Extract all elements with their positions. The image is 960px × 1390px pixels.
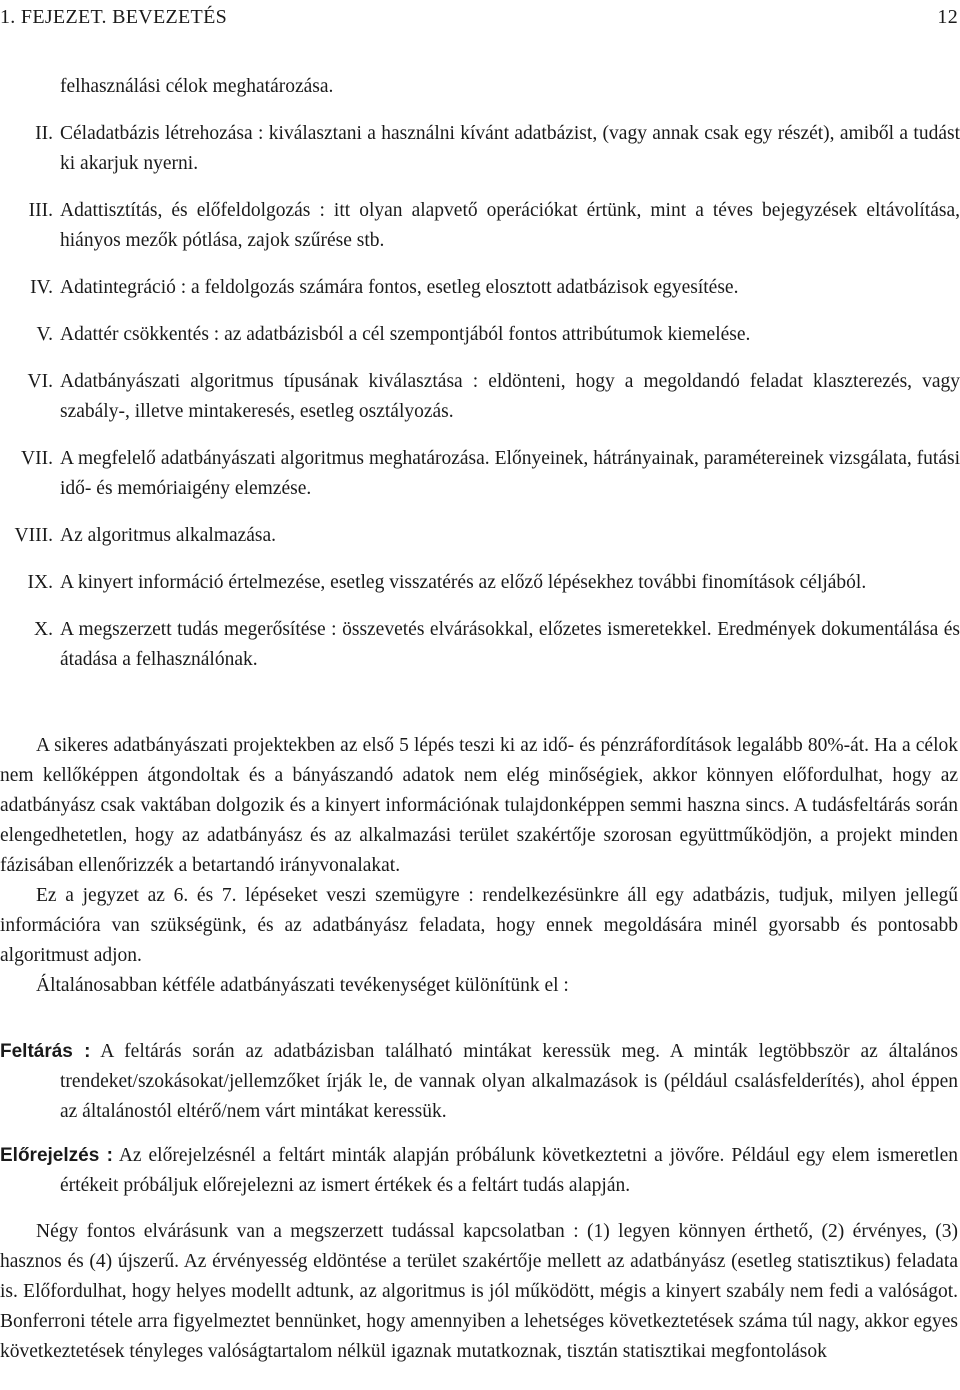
list-item-text: Adattisztítás, és előfeldolgozás : itt olyan alapvető operációkat értünk, mint a téves bejegyzések eltávolítása, hiányos mezők pótlása, zajok szűrése stb. [60, 200, 960, 251]
definition-text: Az előrejelzésnél a feltárt minták alapján próbálunk következtetni a jövőre. Például egy elem ismeretlen értékeit próbáljuk előrejelezni az ismert értékek és a feltárt tudás alapján. [60, 1145, 958, 1196]
definition-text: A feltárás során az adatbázisban található mintákat keressük meg. A minták legtöbbször az általános trendeket/szokásokat/jellemzőket írják le, de vannak olyan alkalmazások is (például csalásfelderítés), ahol éppen az általánostól eltérő/nem várt mintákat keressük. [60, 1041, 959, 1122]
list-item-text: Adatintegráció : a feldolgozás számára fontos, esetleg elosztott adatbázisok egyesítése. [60, 277, 739, 298]
list-item [0, 444, 960, 504]
list-item [0, 615, 960, 675]
paragraph: Ez a jegyzet az 6. és 7. lépéseket veszi szemügyre : rendelkezésünkre áll egy adatbázis, tudjuk, milyen jellegű információra van szükségünk, és az adatbányász feladata, hogy ennek megoldására minél gyorsabb és pontosabb algoritmust adjon. [0, 885, 958, 966]
definition-item [0, 1141, 958, 1201]
chapter-title: 1. FEJEZET. BEVEZETÉS [0, 6, 228, 28]
list-item-number: IX. [27, 572, 53, 593]
running-header [0, 2, 960, 32]
list-item-number: X. [34, 619, 53, 640]
list-item-text: felhasználási célok meghatározása. [60, 76, 334, 97]
list-item-text: A megszerzett tudás megerősítése : összevetés elvárásokkal, előzetes ismeretekkel. Eredmények dokumentálása és átadása a felhasználónak. [60, 619, 960, 670]
list-item-number: II. [35, 123, 53, 144]
list-item-text: Az algoritmus alkalmazása. [60, 525, 277, 546]
list-item-text: A megfelelő adatbányászati algoritmus meghatározása. Előnyeinek, hátrányainak, paramétereinek vizsgálata, futási idő- és memóriaigény elemzése. [60, 448, 960, 499]
list-item-number: IV. [30, 277, 53, 298]
list-item [0, 568, 960, 598]
paragraph: Általánosabban kétféle adatbányászati tevékenységet különítünk el : [36, 975, 569, 996]
list-item-text: Adattér csökkentés : az adatbázisból a cél szempontjából fontos attribútumok kiemelése. [60, 324, 751, 345]
list-item-number: III. [28, 200, 53, 221]
list-item [0, 320, 960, 350]
definition-term: Feltárás : [0, 1041, 91, 1062]
list-item-number: VII. [21, 448, 53, 469]
page-number: 12 [937, 6, 958, 28]
body-paragraphs [0, 731, 958, 1001]
list-item [0, 273, 960, 303]
definition-term: Előrejelzés : [0, 1145, 113, 1166]
paragraph: Négy fontos elvárásunk van a megszerzett tudással kapcsolatban : (1) legyen könnyen érthető, (2) érvényes, (3) hasznos és (4) újszerű. Az érvényesség eldöntése a terület szakértője mellett az adatbányász (esetleg statisztikus) feladata is. Előfordulhat, hogy helyes modellt adtunk, az algoritmus is jól működött, mégis a kinyert szabály nem fedi a valóságot. Bonferroni tétele arra figyelmeztet bennünket, hogy amennyiben a lehetséges következtetések száma túl nagy, akkor egyes következtetések tényleges valóságtartalom nélkül igaznak mutatkoznak, tisztán statisztikai megfontolások [0, 1221, 958, 1362]
paragraph: A sikeres adatbányászati projektekben az első 5 lépés teszi ki az idő- és pénzráfordítások legalább 80%-át. Ha a célok nem kellőképpen átgondoltak és a bányászandó adatok nem elég minőségiek, akkor könnyen előfordulhat, hogy az adatbányász csak vaktában dolgozik és a kinyert információnak tulajdonképpen semmi haszna sincs. A tudásfeltárás során elengedhetetlen, hogy az adatbányász és az alkalmazási terület szakértője szorosan együttműködjön, a projekt minden fázisában ellenőrizzék a betartandó irányvonalakat. [0, 735, 958, 876]
list-item-continuation [0, 72, 960, 102]
list-item-number: V. [36, 324, 53, 345]
list-item-text: Adatbányászati algoritmus típusának kiválasztása : eldönteni, hogy a megoldandó feladat klaszterezés, vagy szabály-, illetve mintakeresés, esetleg osztályozás. [60, 371, 960, 422]
list-item [0, 196, 960, 256]
numbered-step-list [0, 72, 960, 692]
list-item-text: A kinyert információ értelmezése, esetleg visszatérés az előző lépésekhez további finomítások céljából. [60, 572, 867, 593]
list-item [0, 367, 960, 427]
list-item-number: VI. [27, 371, 53, 392]
list-item-text: Céladatbázis létrehozása : kiválasztani a használni kívánt adatbázist, (vagy annak csak egy részét), amiből a tudást ki akarjuk nyerni. [60, 123, 960, 174]
list-item-number: VIII. [14, 525, 53, 546]
closing-paragraph-block [0, 1217, 958, 1367]
list-item [0, 119, 960, 179]
definition-item [0, 1037, 958, 1127]
definition-list [0, 1037, 958, 1215]
list-item [0, 521, 960, 551]
